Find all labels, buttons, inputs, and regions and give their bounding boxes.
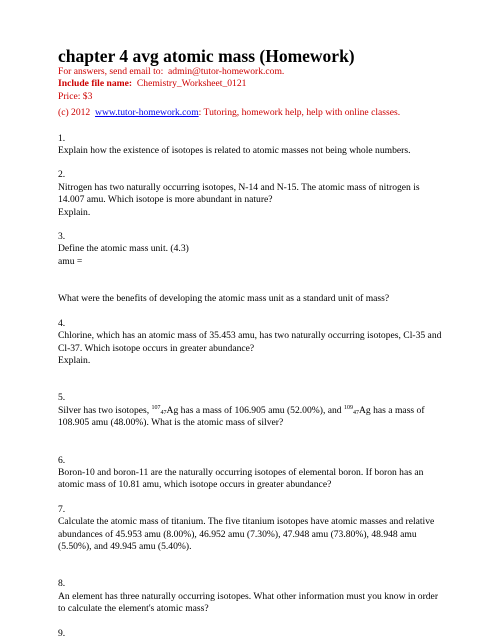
question-6: [58, 455, 468, 492]
question-text: Chlorine, which has an atomic mass of 35.453 amu, has two naturally occurring isotopes, Cl-35 and: [58, 330, 442, 342]
question-text: to calculate the element's atomic mass?: [58, 603, 209, 615]
question-number: 5.: [58, 392, 66, 404]
question-8: [58, 578, 468, 615]
question-number: 2.: [58, 169, 66, 181]
question-number: 9.: [58, 627, 66, 639]
copyright-suffix: : Tutoring, homework help, help with online classes.: [198, 107, 401, 119]
question-text: Explain.: [58, 354, 91, 366]
isotope-mass-number: 109: [344, 404, 353, 411]
page-title: chapter 4 avg atomic mass (Homework): [58, 46, 355, 66]
question-text: Explain.: [58, 206, 91, 218]
file-name-line: [58, 78, 468, 90]
question-number: 3.: [58, 231, 66, 243]
q5-text-a: Silver has two isotopes,: [58, 404, 152, 416]
question-text: Explain how the existence of isotopes is related to atomic masses not being whole numbers.: [58, 145, 411, 157]
isotope-mass-number: 107: [151, 404, 161, 411]
question-text: (5.50%), and 49.945 amu (5.40%).: [58, 540, 192, 552]
copyright-prefix: (c) 2012: [58, 107, 91, 119]
answers-email: admin@tutor-homework.com.: [168, 66, 285, 77]
answers-line: [58, 66, 468, 78]
price-line: Price: $3: [58, 90, 93, 102]
isotope-atomic-number: 47: [353, 409, 359, 416]
question-4: [58, 318, 468, 368]
question-1: [58, 133, 468, 158]
tutor-homework-link[interactable]: www.tutor-homework.com: [95, 107, 199, 119]
isotope-atomic-number: 47: [160, 409, 167, 416]
question-text: atomic mass of 10.81 amu, which isotope occurs in greater abundance?: [58, 479, 332, 491]
question-text: Boron-10 and boron-11 are the naturally occurring isotopes of elemental boron. If boron has an: [58, 466, 424, 478]
question-9: [58, 628, 468, 640]
question-text: An element has three naturally occurring isotopes. What other information must you know in order: [58, 590, 439, 602]
question-text: Cl-37. Which isotope occurs in greater abundance?: [58, 342, 255, 354]
question-number: 8.: [58, 578, 66, 590]
question-number: 6.: [58, 454, 66, 466]
question-3: [58, 231, 468, 268]
question-text: [58, 405, 468, 417]
question-text: Calculate the atomic mass of titanium. The five titanium isotopes have atomic masses and relative: [58, 516, 435, 528]
copyright-line: [58, 107, 468, 119]
answers-prefix: For answers, send email to:: [58, 66, 164, 77]
q5-text-b: Ag has a mass of 106.905 amu (52.00%), and: [166, 404, 344, 416]
file-name-value: Chemistry_Worksheet_0121: [136, 78, 247, 90]
question-number: 1.: [58, 132, 66, 144]
question-text: Nitrogen has two naturally occurring isotopes, N-14 and N-15. The atomic mass of nitrogen is: [58, 181, 420, 193]
question-text: 108.905 amu (48.00%). What is the atomic mass of silver?: [58, 417, 284, 429]
question-number: 4.: [58, 317, 66, 329]
question-text: Define the atomic mass unit. (4.3): [58, 243, 189, 255]
question-text: What were the benefits of developing the atomic mass unit as a standard unit of mass?: [58, 293, 390, 305]
question-text: abundances of 45.953 amu (8.00%), 46.952 amu (7.30%), 47.948 amu (73.80%), 48.948 amu: [58, 528, 417, 540]
question-text: 14.007 amu. Which isotope is more abundant in nature?: [58, 194, 273, 206]
question-2: [58, 169, 468, 219]
question-7: [58, 504, 468, 554]
worksheet-page: [58, 46, 468, 640]
q5-text-c: Ag has a mass of: [359, 404, 425, 416]
question-number: 7.: [58, 503, 66, 515]
question-3-followup: [58, 293, 468, 305]
answer-prompt: amu =: [58, 255, 83, 267]
question-5: [58, 392, 468, 429]
file-name-label: Include file name:: [58, 78, 133, 90]
